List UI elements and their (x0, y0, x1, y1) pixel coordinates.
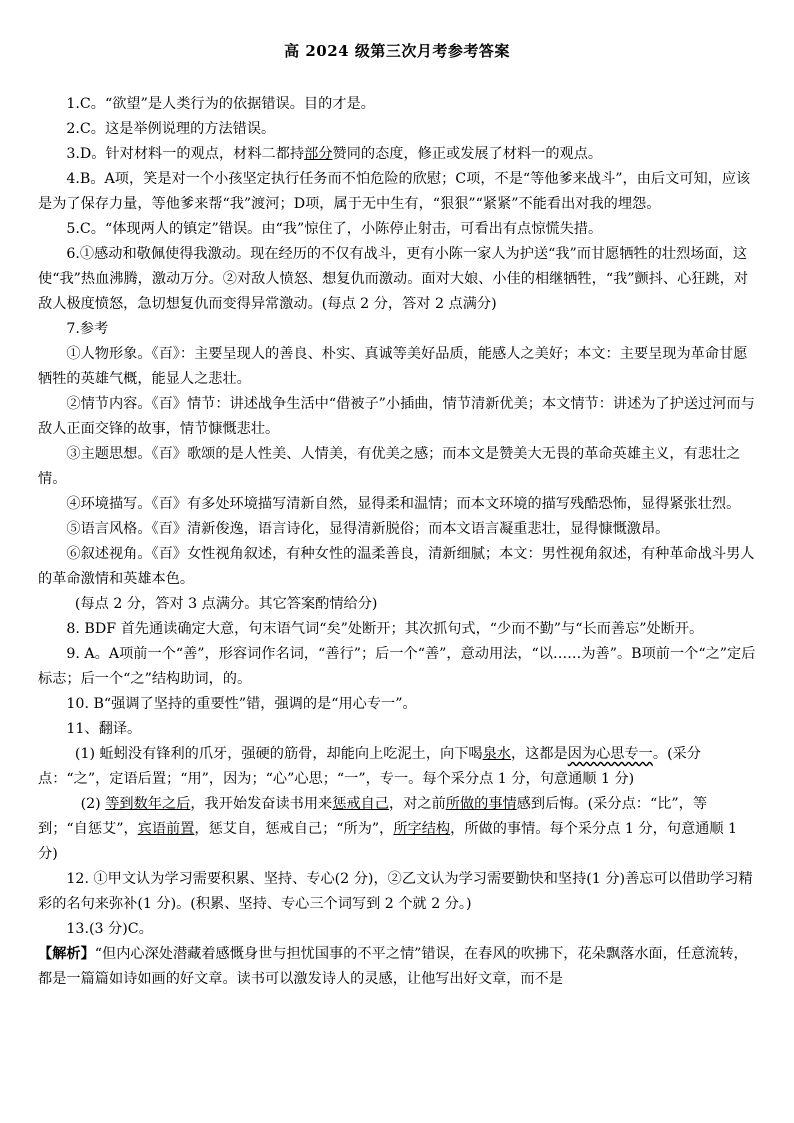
answer-q3-part-a: 3.D。针对材料一的观点，材料二都持 (66, 146, 305, 162)
q11-s2-text: ，我开始发奋读书用来 (190, 796, 333, 812)
q11-s1-underline-1: 泉水 (482, 746, 511, 762)
answer-q10: 10. B“强调了坚持的重要性”错，强调的是“用心专一”。 (66, 696, 417, 712)
answer-q7-item: ②情节内容。《百》情节：讲述战争生活中“借被子”小插曲，情节清新优美；本文情节：讲述为了护送过河而与敌人正面交锋的故事，情节慷慨悲壮。 (38, 396, 755, 437)
answer-q7-scoring: (每点 2 分，答对 3 点满分。其它答案酌情给分) (74, 596, 378, 612)
answer-q13-analysis (38, 942, 756, 992)
answer-q11-sentence-2 (38, 792, 756, 867)
q11-s1-text: 。(采分点：“之”，定语后置；“用”，因为；“心”心思；“一”，专一。每个采分点 1 分，句意通顺 1 分) (38, 746, 701, 787)
answer-q13-head: 13.(3 分)C。 (66, 921, 153, 937)
answer-q7-item: ④环境描写。《百》有多处环境描写清新自然，显得柔和温情；而本文环境的描写残酷恐怖，显得紧张壮烈。 (66, 496, 741, 512)
answer-q3-underlined: 部分 (304, 146, 333, 162)
q11-s1-text: (1) 蚯蚓没有锋利的爪牙，强硬的筋骨，却能向上吃泥土，向下喝 (74, 746, 483, 762)
q11-s2-text: ，惩艾自，惩戒自己；“所为”， (194, 821, 394, 837)
answer-q7-item: ③主题思想。《百》歌颂的是人性美、人情美，有优美之感；而本文是赞美大无畏的革命英雄主义，有悲壮之情。 (38, 446, 741, 487)
answer-q11-sentence-1 (38, 742, 756, 792)
answer-q11-head: 11、翻译。 (66, 721, 142, 737)
answer-q7-item: ①人物形象。《百》：主要呈现人的善良、朴实、真诚等美好品质，能感人之美好；本文：主要呈现为革命甘愿牺牲的英雄气概，能显人之悲壮。 (38, 346, 748, 387)
q11-s2-underline-5: 所字结构 (393, 821, 451, 837)
answer-q2: 2.C。这是举例说理的方法错误。 (66, 121, 276, 137)
analysis-tag: 【解析】 (38, 946, 95, 962)
answer-q1: 1.C。“欲望”是人类行为的依据错误。目的才是。 (66, 96, 375, 112)
answer-q7-item: ⑥叙述视角。《百》女性视角叙述，有种女性的温柔善良，清新细腻；本文：男性视角叙述，有种革命战斗男人的革命激情和英雄本色。 (38, 546, 755, 587)
answer-q8: 8. BDF 首先通读确定大意，句末语气词“矣”处断开；其次抓句式，“少而不勤”与“长而善忘”处断开。 (66, 621, 704, 637)
answer-q9: 9. A。A项前一个“善”，形容词作名词，“善行”；后一个“善”，意动用法，“以……为善”。B项前一个“之”定后标志；后一个“之”结构助词，的。 (38, 646, 756, 687)
answer-q12: 12. ①甲文认为学习需要积累、坚持、专心(2 分)，②乙文认为学习需要勤快和坚持(1 分)善忘可以借助学习精彩的名句来弥补(1 分)。(积累、坚持、专心三个词写到 2 个就 2 分。) (38, 871, 753, 912)
answer-q6: 6.①感动和敬佩使得我激动。现在经历的不仅有战斗，更有小陈一家人为护送“我”而甘愿牺牲的壮烈场面，这使“我”热血沸腾，激动万分。②对敌人愤怒、想复仇而激动。面对大娘、小佳的相继牺牲，“我”颤抖、心狂跳，对敌人极度愤怒，急切想复仇而变得异常激动。(每点 2 分，答对 2 点满分) (38, 246, 749, 312)
q11-s2-text: (2) (80, 796, 106, 812)
q11-s2-text: 感到后悔。(采分点：“比”，等到；“自惩艾”， (38, 796, 708, 837)
answer-body (38, 92, 756, 992)
q11-s2-text: ，所做的事情。每个采分点 1 分，句意通顺 1 分) (38, 821, 738, 862)
q11-s2-underline-4: 宾语前置 (137, 821, 195, 837)
q11-s1-text: ，这都是 (510, 746, 568, 762)
answer-q5: 5.C。“体现两人的镇定”错误。由“我”惊住了，小陈停止射击，可看出有点惊慌失措。 (66, 221, 603, 237)
q11-s1-underline-2: 因为心思专一 (567, 746, 653, 762)
q11-s2-text: ，对之前 (389, 796, 446, 812)
q11-s2-underline-2: 惩戒自己 (332, 796, 389, 812)
answer-q7-head: 7.参考 (66, 321, 109, 337)
analysis-text: “但内心深处潜藏着感慨身世与担忧国事的不平之情”错误，在春风的吹拂下，花朵飘落水面，任意流转，都是一篇篇如诗如画的好文章。读书可以激发诗人的灵感，让他写出好文章，而不是 (38, 946, 748, 987)
answer-q4: 4.B。A项，笑是对一个小孩坚定执行任务而不怕危险的欣慰；C项，不是“等他爹来战斗”，由后文可知，应该是为了保存力量，等他爹来帮“我”渡河；D项，属于无中生有，“狠狠”“紧紧”不能看出对我的埋怨。 (38, 171, 751, 212)
answer-q7-item: ⑤语言风格。《百》清新俊逸，语言诗化，显得清新脱俗；而本文语言凝重悲壮，显得慷慨激昂。 (66, 521, 670, 537)
q11-s2-underline-3: 所做的事情 (445, 796, 517, 812)
q11-s2-underline-1: 等到数年之后 (105, 796, 191, 812)
page-title: 高 2024 级第三次月考参考答案 (284, 42, 510, 60)
answer-q3 (38, 142, 756, 167)
answer-q3-part-b: 赞同的态度，修正或发展了材料一的观点。 (332, 146, 603, 162)
